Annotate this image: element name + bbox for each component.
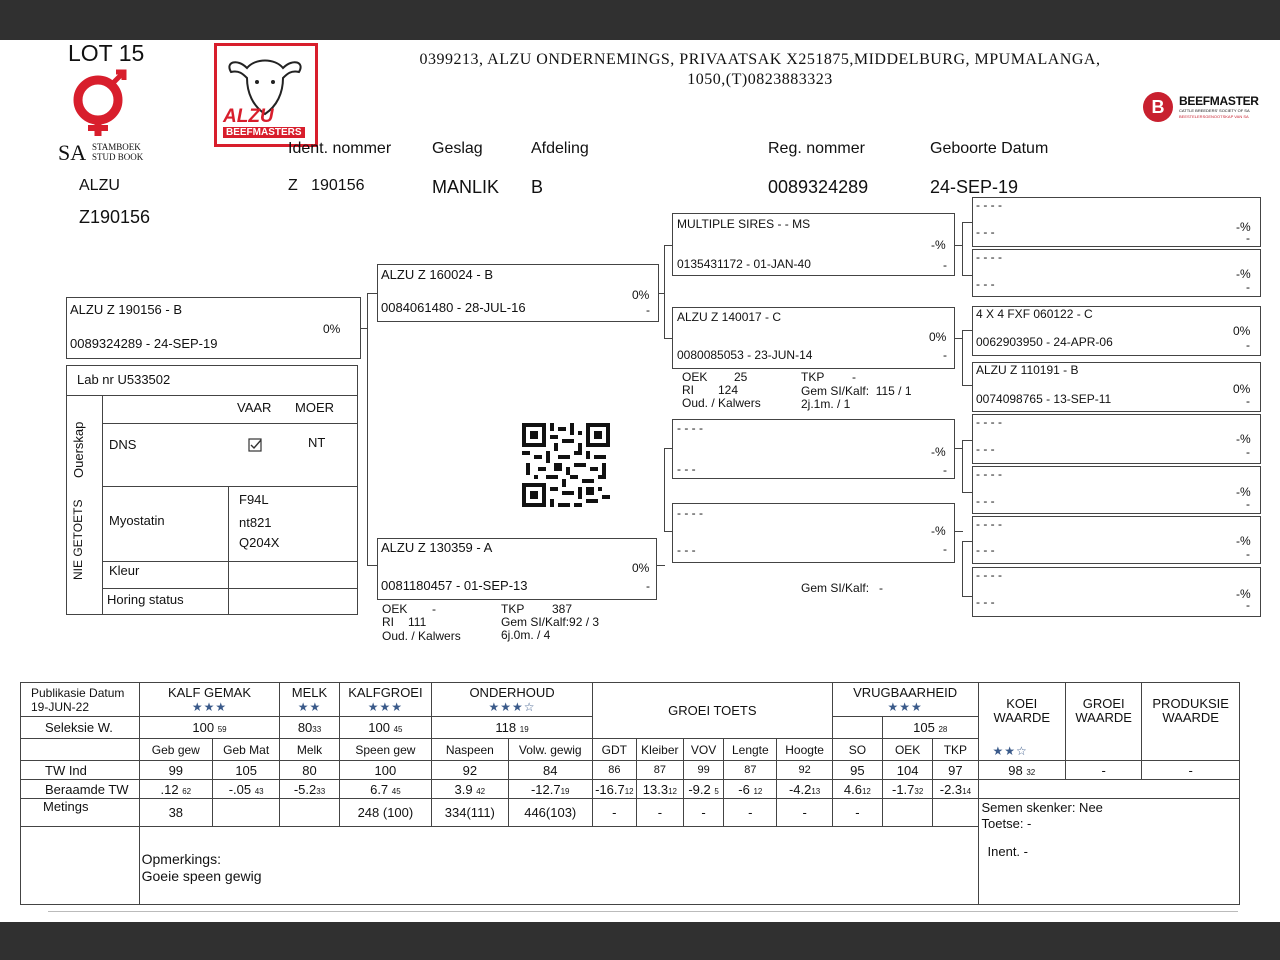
onderhoud-header — [432, 683, 593, 717]
bw-acc: 45 — [391, 786, 401, 796]
myostatin-label: Myostatin — [109, 513, 165, 528]
g3-name: - - - - — [976, 517, 1002, 531]
sel-oh-acc: 19 — [519, 725, 529, 734]
pub-date: 19-JUN-22 — [31, 699, 90, 714]
dam-tkp-value: 387 — [552, 602, 573, 616]
kalfgroei-header — [339, 683, 431, 717]
metings-value: 248 (100) — [339, 799, 431, 827]
pub-cell — [21, 683, 140, 717]
breeder-line-1: 0399213, ALZU ONDERNEMINGS, PRIVAATSAK X251875,MIDDELBURG, MPUMALANGA, — [419, 51, 1101, 68]
dns-moer-value: NT — [308, 435, 326, 450]
bw-value: -1.7 — [891, 781, 915, 797]
sd-tkp-label: TKP — [801, 370, 825, 384]
alzu-logo-text: ALZU — [223, 106, 274, 127]
g3-name: - - - - — [976, 415, 1002, 429]
onderhoud-stars: ★★★☆ — [488, 699, 536, 714]
col-header: GDT — [592, 739, 636, 761]
g3-pct: -% — [1236, 220, 1251, 234]
g3-reg: - - - — [976, 543, 995, 557]
bw-acc: 62 — [182, 786, 192, 796]
sire-dash: - — [646, 303, 650, 317]
g3-pct: 0% — [1233, 382, 1251, 396]
qr-code — [522, 423, 610, 507]
col-header: Volw. gewig — [508, 739, 592, 761]
inent: Inent. - — [987, 844, 1028, 859]
col-header-empty — [21, 739, 140, 761]
g3-pct: -% — [1236, 432, 1251, 446]
bw-acc: 32 — [914, 786, 924, 796]
ouerskap-label: Ouerskap — [71, 421, 86, 478]
sd-oud-label: Oud. / Kalwers — [682, 396, 761, 410]
lab-number: Lab nr U533502 — [77, 372, 171, 387]
dam-pct: 0% — [632, 561, 650, 575]
ss-reg: 0135431172 - 01-JAN-40 — [677, 257, 811, 271]
sel-kalf-value: 100 — [192, 720, 215, 735]
sel-vb-acc: 28 — [938, 725, 948, 734]
bw-acc: 33 — [316, 786, 326, 796]
ss-pct: -% — [931, 238, 946, 252]
horing-label: Horing status — [107, 592, 184, 607]
melk-header — [280, 683, 339, 717]
metings-value: 334(111) — [432, 799, 508, 827]
bw-cell — [280, 780, 339, 799]
bw-cell — [933, 780, 978, 799]
g3-reg: 0062903950 - 24-APR-06 — [976, 335, 1113, 349]
tw-value: 99 — [683, 761, 723, 780]
sel-melk-value: 80 — [297, 720, 313, 735]
metings-value: - — [592, 799, 636, 827]
g3-dash: - — [1246, 445, 1250, 459]
col-header: TKP — [933, 739, 978, 761]
dam-dash: - — [646, 579, 650, 593]
beefmaster-society-logo — [1143, 92, 1268, 124]
toetse: Toetse: - — [981, 816, 1032, 831]
dam-tkp-label: TKP — [501, 602, 525, 616]
tw-value: 87 — [636, 761, 683, 780]
ident-value: Z 190156 — [288, 177, 365, 194]
bw-cell — [724, 780, 777, 799]
sel-oh — [432, 717, 593, 739]
tw-value: 86 — [592, 761, 636, 780]
sel-oh-value: 118 — [495, 720, 517, 735]
tw-koei-acc: 32 — [1026, 767, 1036, 777]
dam-gem: Gem SI/Kalf:92 / 3 — [501, 615, 600, 629]
metings-value: - — [724, 799, 777, 827]
top-bar — [0, 0, 1280, 40]
col-header: Melk — [280, 739, 339, 761]
animal-pedigree-box — [66, 297, 361, 359]
onderhoud-label: ONDERHOUD — [469, 684, 555, 700]
g3-box-5 — [972, 414, 1261, 464]
dd-reg: - - - — [677, 543, 696, 557]
bw-cell — [883, 780, 933, 799]
sd-oek-label: OEK — [682, 370, 708, 384]
bw-value: .12 — [160, 781, 179, 797]
metings-value — [280, 799, 339, 827]
bw-acc: 14 — [962, 786, 972, 796]
dam-oek-label: OEK — [382, 602, 408, 616]
bw-label: Beraamde TW — [21, 780, 140, 799]
breeder-address — [360, 50, 1160, 90]
dam-oek-value: - — [432, 602, 436, 616]
dd-pct: -% — [931, 524, 946, 538]
dam-ri-value: 111 — [408, 615, 427, 629]
remarks-label: Opmerkings: — [141, 851, 221, 867]
performance-table — [20, 682, 1240, 905]
sire-box — [377, 264, 659, 322]
ds-name: - - - - — [677, 421, 703, 435]
bw-value: 13.3 — [642, 781, 669, 797]
society-sub-2: BEESTELERSGENOOTSKAP VAN SA — [1179, 114, 1249, 119]
col-header: Geb gew — [139, 739, 212, 761]
bw-cell — [339, 780, 431, 799]
metings-value: - — [683, 799, 723, 827]
g3-dash: - — [1246, 231, 1250, 245]
bw-cell — [592, 780, 636, 799]
g3-box-7 — [972, 516, 1261, 564]
col-header: Speen gew — [339, 739, 431, 761]
metings-label: Metings — [21, 799, 140, 827]
koei-stars: ★★☆ — [992, 744, 1028, 758]
logo-sa: SA — [58, 140, 87, 165]
g3-name: - - - - — [976, 198, 1002, 212]
bw-value: -5.2 — [293, 781, 317, 797]
bw-cell — [508, 780, 592, 799]
g3-reg: - - - — [976, 595, 995, 609]
dam-name: ALZU Z 130359 - A — [381, 540, 493, 555]
tw-value: 95 — [832, 761, 882, 780]
g3-pct: -% — [1236, 485, 1251, 499]
bw-acc: 43 — [254, 786, 264, 796]
sire-sire-box — [672, 213, 955, 276]
bw-value: -4.2 — [788, 781, 812, 797]
g3-name: ALZU Z 110191 - B — [976, 363, 1079, 377]
stud-symbol-icon — [68, 68, 128, 136]
geboorte-value: 24-SEP-19 — [930, 177, 1019, 197]
tw-value: 105 — [213, 761, 280, 780]
col-header: Kleiber — [636, 739, 683, 761]
sire-dam-box — [672, 307, 955, 369]
remarks-left-blank — [21, 827, 140, 905]
bottom-bar — [0, 922, 1280, 960]
kalf-gemak-header — [139, 683, 280, 717]
animal-id: Z190156 — [79, 207, 151, 227]
g3-dash: - — [1246, 547, 1250, 561]
society-sub-1: CATTLE BREEDERS' SOCIETY OF SA — [1179, 108, 1250, 113]
g3-reg: - - - — [976, 442, 995, 456]
bw-value: -.05 — [228, 781, 252, 797]
tw-value: 84 — [508, 761, 592, 780]
animal-reg: 0089324289 - 24-SEP-19 — [70, 336, 218, 351]
groei-waarde-header: GROEI WAARDE — [1065, 683, 1141, 761]
tw-groei: - — [1065, 761, 1141, 780]
sel-kalf-acc: 59 — [217, 725, 227, 734]
dam-ri-label: RI — [382, 615, 394, 629]
sd-tkp-value: - — [852, 370, 856, 384]
tw-value: 92 — [432, 761, 508, 780]
metings-value — [883, 799, 933, 827]
bw-cell — [139, 780, 212, 799]
bw-value: -9.2 — [688, 781, 711, 797]
lab-panel — [66, 365, 358, 615]
notes-cell — [978, 799, 1239, 905]
sel-kg — [339, 717, 431, 739]
seleksie-label: Seleksie W. — [21, 717, 140, 739]
myostatin-f94l: F94L — [239, 492, 269, 507]
col-header: Hoogte — [777, 739, 832, 761]
bw-acc: 12 — [861, 786, 871, 796]
ident-label: Ident. nommer — [288, 140, 392, 157]
sel-vb — [883, 717, 979, 739]
g3-name: - - - - — [976, 568, 1002, 582]
tw-label: TW Ind — [21, 761, 140, 780]
sd-ri-label: RI — [682, 383, 694, 397]
col-header: OEK — [883, 739, 933, 761]
produksie-waarde-header: PRODUKSIE WAARDE — [1142, 683, 1240, 761]
sd-oek-value: 25 — [734, 370, 748, 384]
bw-cell — [683, 780, 723, 799]
animal-pct: 0% — [323, 322, 341, 336]
bw-cell — [432, 780, 508, 799]
vrugbaarheid-label: VRUGBAARHEID — [853, 684, 958, 700]
geslag-value: MANLIK — [432, 177, 500, 197]
pub-label: Publikasie Datum — [31, 685, 125, 700]
bw-acc: 12 — [668, 786, 677, 796]
tw-value: 97 — [933, 761, 978, 780]
koei-waarde-header — [978, 683, 1065, 761]
vrugbaarheid-stars: ★★★ — [887, 699, 923, 714]
metings-value — [933, 799, 978, 827]
bw-acc: 12 — [624, 786, 634, 796]
bw-acc: 5 — [714, 786, 719, 796]
tw-value: 99 — [139, 761, 212, 780]
bw-acc: 19 — [560, 786, 570, 796]
sel-vb-empty — [832, 717, 882, 739]
bw-cell — [636, 780, 683, 799]
sire-name: ALZU Z 160024 - B — [381, 267, 493, 282]
col-header: VOV — [683, 739, 723, 761]
metings-value: - — [832, 799, 882, 827]
beefmaster-b-icon: B — [1143, 92, 1173, 122]
afdeling-value: B — [531, 177, 544, 197]
bw-cell — [777, 780, 832, 799]
melk-stars: ★★ — [297, 699, 322, 714]
sel-melk-acc: 33 — [312, 725, 322, 734]
metings-value: 38 — [139, 799, 212, 827]
dam-reg: 0081180457 - 01-SEP-13 — [381, 578, 528, 593]
g3-reg: 0074098765 - 13-SEP-11 — [976, 392, 1112, 406]
sd-gem: Gem SI/Kalf: 115 / 1 — [801, 384, 912, 398]
myostatin-nt821: nt821 — [239, 515, 272, 530]
tw-value: 104 — [883, 761, 933, 780]
sel-kg-acc: 45 — [393, 725, 403, 734]
g3-box-4 — [972, 362, 1261, 412]
g3-name: - - - - — [976, 467, 1002, 481]
col-header: SO — [832, 739, 882, 761]
bw-value: -2.3 — [939, 781, 963, 797]
g3-dash: - — [1246, 598, 1250, 612]
g3-box-1 — [972, 197, 1261, 247]
checkbox-checked-icon — [248, 438, 263, 453]
bw-acc: 42 — [476, 786, 486, 796]
dd-name: - - - - — [677, 506, 703, 520]
remarks-value: Goeie speen gewig — [141, 868, 262, 884]
bw-blank — [978, 780, 1239, 799]
bw-value: -6 — [738, 781, 750, 797]
tw-value: 87 — [724, 761, 777, 780]
col-header: Lengte — [724, 739, 777, 761]
logo-studbook: STUD BOOK — [92, 152, 144, 162]
bw-acc: 12 — [753, 786, 763, 796]
ds-reg: - - - — [677, 462, 696, 476]
society-name: BEEFMASTER — [1179, 94, 1259, 108]
sd-dash: - — [943, 348, 947, 362]
tw-prod: - — [1142, 761, 1240, 780]
dd-gem: Gem SI/Kalf: - — [801, 581, 884, 595]
g3-pct: 0% — [1233, 324, 1251, 338]
tw-koei-value: 98 — [1008, 762, 1023, 778]
sd-pct: 0% — [929, 330, 947, 344]
g3-dash: - — [1246, 280, 1250, 294]
bw-value: 4.6 — [843, 781, 862, 797]
nie-getoets-label: NIE GETOETS — [71, 499, 85, 580]
ds-pct: -% — [931, 445, 946, 459]
sel-melk — [280, 717, 339, 739]
kalf-gemak-stars: ★★★ — [191, 699, 228, 714]
kleur-label: Kleur — [109, 563, 140, 578]
tw-value: 80 — [280, 761, 339, 780]
dd-dash: - — [943, 542, 947, 556]
g3-box-8 — [972, 567, 1261, 617]
kalfgroei-stars: ★★★ — [367, 699, 404, 714]
animal-name: ALZU Z 190156 - B — [70, 302, 182, 317]
sd-name: ALZU Z 140017 - C — [677, 310, 782, 324]
g3-reg: - - - — [976, 494, 995, 508]
vrugbaarheid-header — [832, 683, 978, 717]
beefmasters-logo-text: BEEFMASTERS — [223, 127, 305, 138]
col-header: Geb Mat — [213, 739, 280, 761]
g3-box-3 — [972, 306, 1261, 356]
sire-pct: 0% — [632, 288, 650, 302]
groei-toets-header: GROEI TOETS — [592, 683, 832, 739]
bw-value: -12.7 — [530, 781, 561, 797]
tw-koei — [978, 761, 1065, 780]
ss-name: MULTIPLE SIRES - - MS — [677, 217, 811, 231]
g3-box-2 — [972, 249, 1261, 297]
myostatin-q204x: Q204X — [239, 535, 280, 550]
g3-box-6 — [972, 466, 1261, 514]
bw-cell — [213, 780, 280, 799]
prefix: ALZU — [79, 177, 120, 194]
bw-cell — [832, 780, 882, 799]
dam-sire-box — [672, 419, 955, 479]
dam-dam-box — [672, 503, 955, 563]
reg-value: 0089324289 — [768, 177, 869, 197]
g3-pct: -% — [1236, 267, 1251, 281]
sa-studbook-logo — [58, 68, 158, 164]
alzu-beefmasters-logo — [214, 43, 318, 147]
metings-value — [213, 799, 280, 827]
breeder-line-2: 1050,(T)0823883323 — [687, 71, 833, 88]
koei-waarde-label: KOEI WAARDE — [993, 696, 1051, 725]
sel-vb-value: 105 — [913, 720, 935, 735]
moer-header: MOER — [295, 400, 334, 415]
sire-reg: 0084061480 - 28-JUL-16 — [381, 300, 526, 315]
g3-pct: -% — [1236, 587, 1251, 601]
sd-ri-value: 124 — [718, 383, 739, 397]
sel-kalf — [139, 717, 280, 739]
dam-box — [377, 538, 657, 600]
metings-value: - — [777, 799, 832, 827]
ds-dash: - — [943, 463, 947, 477]
lot-number: LOT 15 — [68, 40, 145, 66]
g3-name: - - - - — [976, 250, 1002, 264]
bw-value: 3.9 — [454, 781, 473, 797]
reg-label: Reg. nommer — [768, 140, 865, 157]
bw-value: -16.7 — [595, 781, 625, 797]
ss-dash: - — [943, 258, 947, 272]
semen-donor: Semen skenker: Nee — [981, 800, 1103, 815]
kalf-gemak-label: KALF GEMAK — [167, 684, 252, 700]
kalfgroei-label: KALFGROEI — [348, 684, 423, 700]
g3-dash: - — [1246, 394, 1250, 408]
afdeling-label: Afdeling — [531, 140, 589, 157]
g3-dash: - — [1246, 497, 1250, 511]
sel-kg-value: 100 — [368, 720, 390, 735]
dns-label: DNS — [109, 437, 137, 452]
dam-oud-value: 6j.0m. / 4 — [501, 628, 551, 642]
logo-stamboek: STAMBOEK — [92, 142, 141, 152]
tw-value: 92 — [777, 761, 832, 780]
bw-acc: 13 — [811, 786, 821, 796]
metings-value: - — [636, 799, 683, 827]
remarks-cell — [139, 827, 978, 905]
geboorte-label: Geboorte Datum — [930, 140, 1049, 157]
vaar-header: VAAR — [237, 400, 272, 415]
melk-label: MELK — [291, 684, 328, 700]
bw-value: 6.7 — [370, 781, 389, 797]
sd-reg: 0080085053 - 23-JUN-14 — [677, 348, 813, 362]
col-header: Naspeen — [432, 739, 508, 761]
g3-pct: -% — [1236, 534, 1251, 548]
g3-reg: - - - — [976, 225, 995, 239]
g3-name: 4 X 4 FXF 060122 - C — [976, 307, 1093, 321]
g3-dash: - — [1246, 338, 1250, 352]
geslag-label: Geslag — [432, 140, 483, 157]
footer-rule — [48, 911, 1238, 912]
sd-oud-value: 2j.1m. / 1 — [801, 397, 851, 411]
metings-value: 446(103) — [508, 799, 592, 827]
dam-oud-label: Oud. / Kalwers — [382, 629, 461, 643]
tw-value: 100 — [339, 761, 431, 780]
g3-reg: - - - — [976, 277, 995, 291]
